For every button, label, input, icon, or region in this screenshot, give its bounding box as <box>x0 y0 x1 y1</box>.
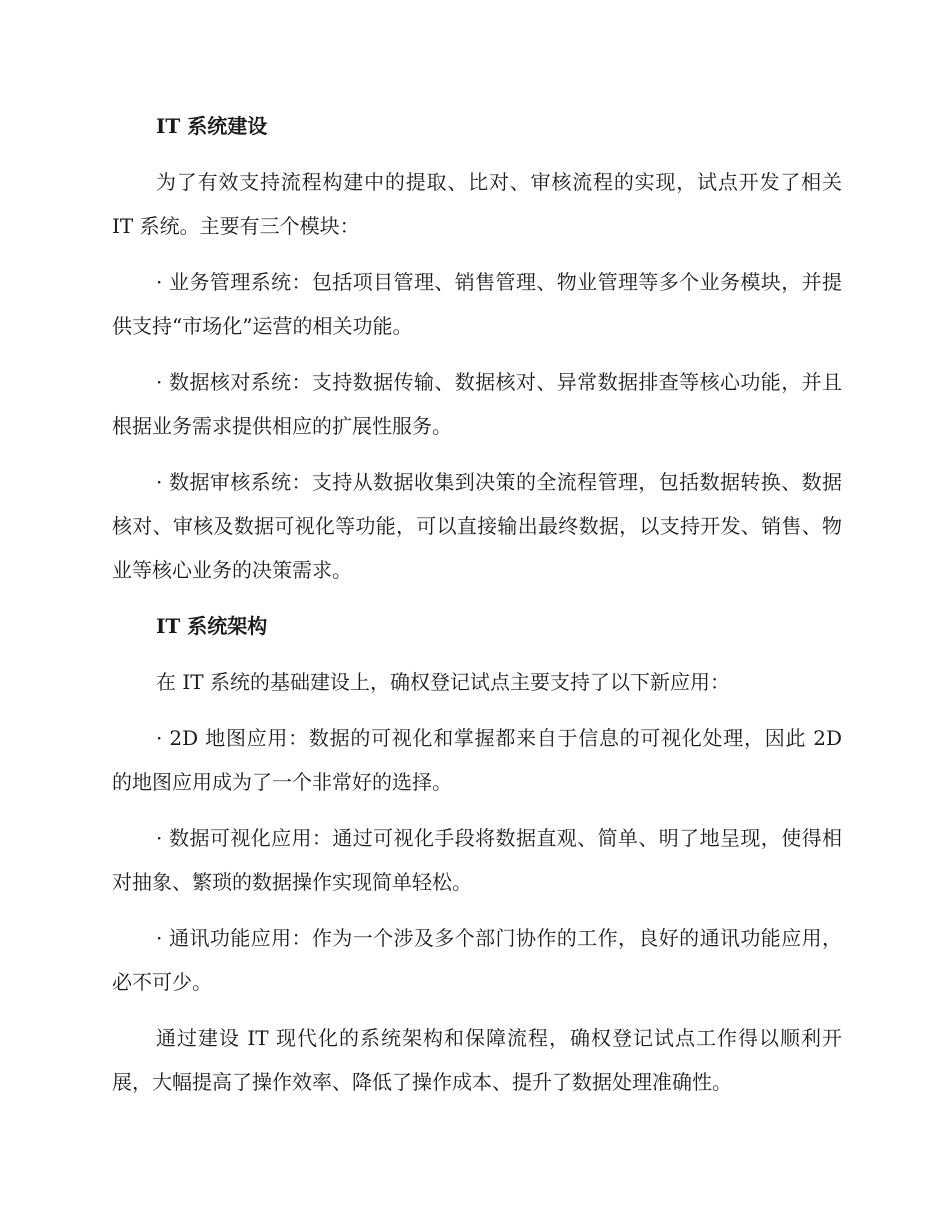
paragraph-business-management: · 业务管理系统：包括项目管理、销售管理、物业管理等多个业务模块，并提供支持“市场化”运营的相关功能。 <box>112 270 842 338</box>
paragraph-communication: · 通讯功能应用：作为一个涉及多个部门协作的工作，良好的通讯功能应用，必不可少。 <box>112 926 842 994</box>
paragraph-2d-map: · 2D 地图应用：数据的可视化和掌握都来自于信息的可视化处理，因此 2D 的地图应用成为了一个非常好的选择。 <box>112 726 842 794</box>
paragraph-data-visualization: · 数据可视化应用：通过可视化手段将数据直观、简单、明了地呈现，使得相对抽象、繁琐的数据操作实现简单轻松。 <box>112 826 842 894</box>
paragraph-data-review: · 数据审核系统：支持从数据收集到决策的全流程管理，包括数据转换、数据核对、审核及数据可视化等功能，可以直接输出最终数据，以支持开发、销售、物业等核心业务的决策需求。 <box>112 470 842 582</box>
paragraph-conclusion: 通过建设 IT 现代化的系统架构和保障流程，确权登记试点工作得以顺利开展，大幅提高了操作效率、降低了操作成本、提升了数据处理准确性。 <box>112 1026 842 1094</box>
paragraph-intro: 为了有效支持流程构建中的提取、比对、审核流程的实现，试点开发了相关 IT 系统。主要有三个模块： <box>112 170 842 238</box>
section-heading-it-architecture: IT 系统架构 <box>156 614 268 638</box>
paragraph-data-check: · 数据核对系统：支持数据传输、数据核对、异常数据排查等核心功能，并且根据业务需求提供相应的扩展性服务。 <box>112 370 842 438</box>
document-page <box>112 104 842 1116</box>
paragraph-architecture-intro: 在 IT 系统的基础建设上，确权登记试点主要支持了以下新应用： <box>156 670 730 694</box>
section-heading-it-construction: IT 系统建设 <box>156 114 268 138</box>
